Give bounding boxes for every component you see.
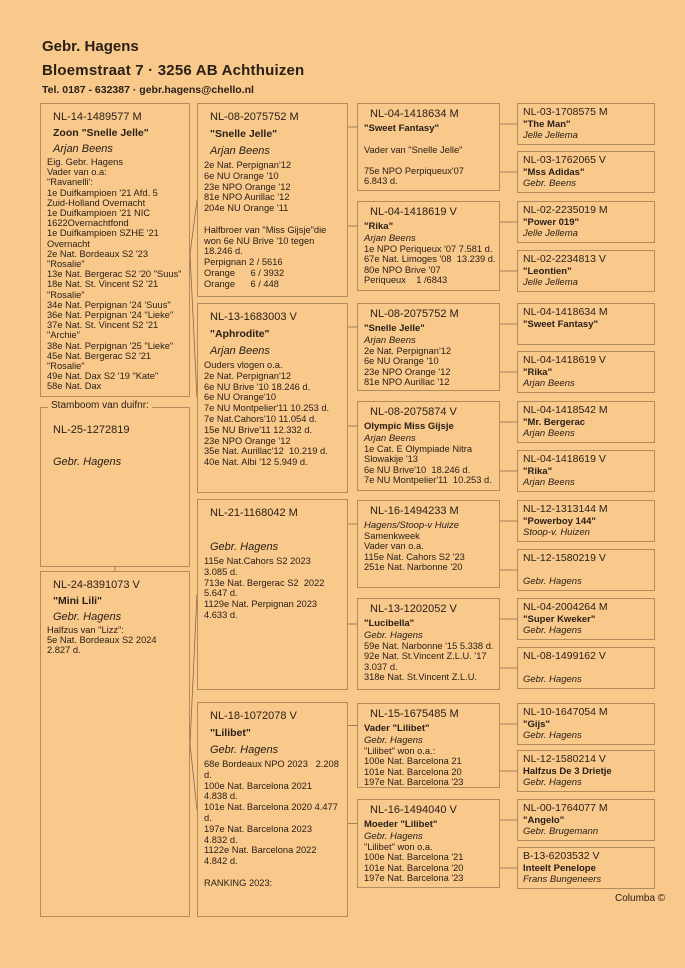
result-line: 318e Nat. St.Vincent Z.L.U. (364, 671, 478, 682)
ring-number: NL-04-1418634 M (370, 108, 459, 120)
result-line: 58e Nat. Dax (47, 381, 102, 392)
owner-name: Arjan Beens (523, 428, 575, 439)
pigeon-card (197, 499, 348, 690)
result-line: "Ravanelli': (47, 177, 93, 188)
pigeon-card (517, 703, 655, 745)
pigeon-name: "Lilibet" (210, 727, 251, 739)
result-line: 101e Nat. Barcelona 20 (364, 766, 462, 777)
owner-name: Gebr. Hagens (523, 576, 582, 587)
result-line: 68e Bordeaux NPO 2023 2.208 (204, 759, 339, 769)
ring-number: NL-13-1202052 V (370, 603, 457, 615)
result-line: Vader van "Snelle Jelle" (364, 145, 463, 156)
pigeon-card (517, 450, 655, 492)
pigeon-name: Inteelt Penelope (523, 863, 596, 874)
pigeon-card (517, 549, 655, 591)
result-line: 81e NPO Aurillac '12 (204, 192, 290, 203)
result-line: 80e NPO Brive '07 (364, 264, 441, 275)
result-line: 49e Nat. Dax S2 '19 "Kate" (47, 371, 159, 382)
pigeon-name: "Lucibella" (364, 618, 415, 629)
pigeon-name: "Aphrodite" (210, 328, 270, 340)
ring-number: NL-12-1580219 V (523, 552, 606, 564)
ring-number: B-13-6203532 V (523, 850, 600, 862)
pigeon-name: "Leontien" (523, 266, 572, 277)
result-line: 13e Nat. Bergerac S2 '20 "Suus" (47, 269, 182, 280)
subject-legend: Stamboom van duifnr: (48, 400, 152, 411)
owner-name: Hagens/Stoop-v Huize (364, 520, 460, 531)
pigeon-card (517, 201, 655, 243)
ring-number: NL-18-1072078 V (210, 710, 297, 722)
result-line: 2e Nat. Bordeaux S2 '23 (47, 248, 149, 259)
owner-name: Arjan Beens (53, 143, 113, 155)
result-line: 2e Nat. Perpignan'12 (364, 346, 452, 356)
ring-number: NL-04-1418634 M (523, 306, 608, 318)
pigeon-name: "Sweet Fantasy" (364, 123, 440, 134)
owner-name: Gebr. Hagens (364, 630, 423, 641)
result-line: 18.246 d. (204, 246, 243, 257)
result-line: 15e NU Brive'11 12.332 d. (204, 424, 313, 435)
pigeon-card (517, 401, 655, 443)
result-line: 4.633 d. (204, 609, 238, 620)
result-line: 3.037 d. (364, 661, 398, 672)
result-line: Periqueux 1 /6843 (364, 274, 448, 285)
ring-number: NL-16-1494233 M (370, 505, 459, 517)
pigeon-card (197, 702, 348, 917)
result-line: 75e NPO Perpiqueux'07 (364, 165, 464, 176)
result-line: 6.843 d. (364, 176, 398, 187)
owner-name: Jelle Jellema (523, 130, 578, 141)
connector-line (190, 254, 197, 398)
result-line: Orange 6 / 3932 (204, 267, 285, 278)
pigeon-name: "Angelo" (523, 815, 565, 826)
ring-number: NL-08-2075874 V (370, 406, 457, 418)
result-line: 23e NPO Orange '12 (364, 366, 451, 377)
pigeon-name (523, 663, 649, 674)
pigeon-card (40, 103, 190, 397)
result-line (364, 135, 493, 145)
owner-name: Arjan Beens (523, 477, 575, 488)
result-line: 92e Nat. St.Vincent Z.L.U. '17 (364, 651, 487, 662)
pigeon-card (517, 103, 655, 145)
result-line: 100e Nat. Barcelona 21 (364, 756, 462, 767)
result-line: 115e Nat. Cahors S2 '23 (364, 551, 465, 562)
result-line: Ouders vlogen o.a. (204, 360, 283, 370)
result-line: Samenkweek (364, 531, 420, 541)
pigeon-card (357, 703, 500, 788)
pigeon-card (517, 151, 655, 193)
pigeon-name: "Snelle Jelle" (364, 323, 425, 334)
ring-number: NL-16-1494040 V (370, 804, 457, 816)
result-line: 100e Nat. Barcelona '21 (364, 852, 464, 863)
result-line: "Rosalie" (47, 289, 85, 300)
owner-name: Gebr. Hagens (523, 777, 582, 788)
result-line: 6e NU Orange '10 (364, 356, 439, 367)
result-line: 40e Nat. Albi '12 5.949 d. (204, 457, 308, 468)
owner-name: Gebr. Hagens (523, 730, 582, 741)
result-line: "Lilibet" won o.a. (364, 842, 433, 852)
result-line: 5.647 d. (204, 588, 238, 599)
ring-number: NL-15-1675485 M (370, 708, 459, 720)
result-line: 3.085 d. (204, 566, 238, 577)
result-line: Zuid-Holland Overnacht (47, 197, 146, 208)
pigeon-card (517, 847, 655, 889)
result-line: 45e Nat. Bergerac S2 '21 (47, 350, 152, 361)
subject-owner: Gebr. Hagens (53, 456, 122, 468)
ring-number: NL-03-1708575 M (523, 106, 608, 118)
ring-number: NL-04-2004264 M (523, 601, 608, 613)
pigeon-card (517, 303, 655, 345)
result-line: 251e Nat. Narbonne '20 (364, 561, 463, 572)
result-line: 23e NPO Orange '12 (204, 181, 291, 192)
ring-number: NL-12-1580214 V (523, 753, 606, 765)
result-line: 1e Duifkampioen SZHE '21 (47, 228, 159, 239)
result-line: Eig. Gebr. Hagens (47, 157, 123, 167)
result-line: Overnacht (47, 238, 90, 249)
owner-name: Gebr. Hagens (364, 735, 423, 746)
result-line: 4.832 d. (204, 834, 238, 845)
ring-number: NL-03-1762065 V (523, 154, 606, 166)
pigeon-card (197, 103, 348, 297)
owner-name: Jelle Jellema (523, 277, 578, 288)
ring-number: NL-04-1418619 V (370, 206, 457, 218)
result-line: "Archie" (47, 330, 80, 341)
pigeon-card (357, 303, 500, 391)
result-line: 1e Cat. E Olympiade Nitra (364, 444, 472, 454)
owner-name: Arjan Beens (210, 145, 270, 157)
result-line: 81e NPO Aurillac '12 (364, 376, 450, 387)
result-line: 1122e Nat. Barcelona 2022 (204, 845, 317, 856)
result-line: 5e Nat. Bordeaux S2 2024 (47, 635, 157, 646)
result-line: 1e NPO Periqueux '07 7.581 d. (364, 244, 493, 254)
pigeon-name: Moeder "Lilibet" (364, 819, 438, 830)
result-line: won 6e NU Brive '10 tegen (204, 235, 315, 246)
pigeon-card (517, 647, 655, 689)
pigeon-card (517, 250, 655, 292)
pigeon-card (357, 500, 500, 588)
connector-line (190, 744, 197, 810)
result-line: 101e Nat. Barcelona '20 (364, 862, 464, 873)
result-line: 4.838 d. (204, 791, 238, 802)
pigeon-name: "Rika" (523, 367, 553, 378)
pigeon-card (197, 303, 348, 493)
result-line: 197e Nat. Barcelona '23 (364, 872, 464, 883)
result-line: 7e NU Montpelier'11 10.253 d. (364, 474, 492, 485)
result-line: 67e Nat. Limoges '08 13.239 d. (364, 254, 496, 265)
pigeon-card (40, 571, 190, 917)
owner-name: Gebr. Hagens (523, 625, 582, 636)
owner-name: Gebr. Hagens (210, 744, 279, 756)
ring-number: NL-04-1418619 V (523, 354, 606, 366)
ring-number: NL-04-1418542 M (523, 404, 608, 416)
ring-number: NL-08-2075752 M (370, 308, 459, 320)
owner-name: Gebr. Brugemann (523, 826, 599, 837)
result-line: 35e Nat. Aurillac'12 10.219 d. (204, 446, 328, 457)
ring-number: NL-21-1168042 M (210, 507, 298, 519)
result-line: 197e Nat. Barcelona 2023 (204, 823, 313, 834)
pigeon-name: "Power 019" (523, 217, 580, 228)
ring-number: NL-08-2075752 M (210, 111, 299, 123)
result-line: 1622Overnachtfond (47, 218, 129, 229)
owner-name: Jelle Jellema (523, 228, 578, 239)
pigeon-card (357, 103, 500, 191)
subject-pigeon-card (40, 407, 190, 567)
ring-number: NL-08-1499162 V (523, 650, 606, 662)
result-line (364, 156, 493, 166)
result-line: 6e NU Brive '10 18.246 d. (204, 381, 311, 392)
pigeon-name: "The Man" (523, 119, 571, 130)
subject-name (53, 440, 183, 452)
pigeon-card (357, 799, 500, 888)
ring-number: NL-12-1313144 M (523, 503, 608, 515)
result-line: 34e Nat. Perpignan '24 'Suus" (47, 299, 171, 310)
owner-name: Gebr. Hagens (523, 674, 582, 685)
result-line: d. (204, 812, 212, 823)
result-line: 197e Nat. Barcelona '23 (364, 776, 464, 787)
owner-name: Arjan Beens (523, 378, 575, 389)
pigeon-card (357, 201, 500, 291)
pigeon-name: Halfzus De 3 Drietje (523, 766, 612, 777)
owner-name: Gebr. Hagens (210, 541, 279, 553)
pigeon-card (357, 401, 500, 491)
result-line: 1129e Nat. Perpignan 2023 (204, 599, 318, 610)
pigeon-name: Zoon "Snelle Jelle" (53, 127, 149, 139)
result-line: Orange 6 / 448 (204, 278, 279, 289)
pigeon-name: "Rika" (364, 221, 394, 232)
result-line: Slowakije '13 (364, 454, 418, 465)
ring-number: NL-13-1683003 V (210, 311, 297, 323)
result-line: 6e NU Brive'10 18.246 d. (364, 464, 471, 475)
result-line: 1e Duifkampioen '21 NIC (47, 208, 151, 219)
pigeon-name: "Mr. Bergerac (523, 417, 586, 428)
pigeon-name: "Snelle Jelle" (210, 128, 278, 140)
owner-name: Frans Bungeneers (523, 874, 602, 885)
result-line: 2e Nat. Perpignan'12 (204, 160, 292, 170)
pigeon-name: "Sweet Fantasy" (523, 319, 599, 330)
pigeon-card (357, 598, 500, 690)
pigeon-name: "Mini Lili" (53, 595, 103, 607)
ring-number: NL-14-1489577 M (53, 111, 142, 123)
result-line: "Lilibet" won o.a.: (364, 746, 436, 756)
pigeon-name (210, 524, 341, 536)
breeder-contact: Tel. 0187 - 632387 · gebr.hagens@chello.nl (42, 84, 254, 96)
result-line (204, 214, 341, 225)
ring-number: NL-10-1647054 M (523, 706, 608, 718)
footer-credit: Columba © (615, 893, 666, 904)
connector-line (190, 594, 197, 744)
subject-ring-number: NL-25-1272819 (53, 424, 130, 436)
ring-number: NL-00-1764077 M (523, 802, 608, 814)
result-line: 7e NU Montpelier'11 10.253 d. (204, 403, 330, 414)
result-line: 1e Duifkampioen '21 Afd. 5 (47, 187, 158, 198)
result-line: 59e Nat. Narbonne '15 5.338 d. (364, 641, 494, 651)
pigeon-card (517, 500, 655, 542)
owner-name: Arjan Beens (364, 335, 416, 346)
result-line: 18e Nat. St. Vincent S2 '21 (47, 279, 159, 290)
owner-name: Arjan Beens (364, 233, 416, 244)
owner-name: Arjan Beens (210, 345, 270, 357)
result-line: Halfbroer van "Miss Gijsje"die (204, 224, 327, 235)
result-line: 204e NU Orange '11 (204, 203, 289, 214)
result-line: Perpignan 2 / 5616 (204, 257, 283, 268)
result-line: Halfzus van "Lizz": (47, 625, 124, 635)
pigeon-name: "Super Kweker" (523, 614, 596, 625)
owner-name: Arjan Beens (364, 433, 416, 444)
result-line: "Rosalie" (47, 361, 85, 372)
connector-line (190, 200, 197, 254)
result-line: "Rosalie" (47, 259, 85, 270)
pigeon-card (517, 351, 655, 393)
owner-name: Gebr. Hagens (53, 611, 122, 623)
pigeon-name (523, 565, 649, 576)
result-line: 713e Nat. Bergerac S2 2022 (204, 577, 325, 588)
pigeon-name: Vader "Lilibet" (364, 723, 430, 734)
result-line: 6e NU Orange'10 (204, 392, 277, 403)
pigeon-card (517, 799, 655, 841)
result-line: d. (204, 769, 212, 780)
result-line: 4.842 d. (204, 856, 238, 867)
owner-name: Gebr. Hagens (364, 831, 423, 842)
owner-name: Gebr. Beens (523, 178, 576, 189)
result-line (204, 867, 341, 878)
pigeon-name: "Rika" (523, 466, 553, 477)
pigeon-name: "Powerboy 144" (523, 516, 596, 527)
owner-name: Stoop-v. Huizen (523, 527, 590, 538)
result-line: 7e Nat.Cahors'10 11.054 d. (204, 413, 317, 424)
result-line: 2e Nat. Perpignan'12 (204, 370, 292, 381)
result-line: Vader van o.a. (364, 541, 424, 552)
breeder-address: Bloemstraat 7 · 3256 AB Achthuizen (42, 62, 305, 79)
breeder-name: Gebr. Hagens (42, 38, 139, 55)
result-line: 23e NPO Orange '12 (204, 435, 291, 446)
ring-number: NL-02-2235019 M (523, 204, 608, 216)
result-line: RANKING 2023: (204, 877, 273, 888)
result-line: 115e Nat.Cahors S2 2023 (204, 556, 311, 566)
result-line: Vader van o.a: (47, 167, 107, 178)
pigeon-name: "Gijs" (523, 719, 550, 730)
result-line: 6e NU Orange '10 (204, 170, 279, 181)
pigeon-card (517, 598, 655, 640)
ring-number: NL-02-2234813 V (523, 253, 606, 265)
pigeon-name: Olympic Miss Gijsje (364, 421, 454, 432)
result-line: 101e Nat. Barcelona 2020 4.477 (204, 802, 338, 813)
pigeon-name: "Mss Adidas" (523, 167, 585, 178)
result-line: 100e Nat. Barcelona 2021 (204, 780, 313, 791)
result-line: 2.827 d. (47, 645, 81, 656)
pigeon-card (517, 750, 655, 792)
result-line: 37e Nat. St. Vincent S2 '21 (47, 320, 159, 331)
result-line: 36e Nat. Perpignan '24 "Lieke" (47, 310, 174, 321)
ring-number: NL-24-8391073 V (53, 579, 140, 591)
ring-number: NL-04-1418619 V (523, 453, 606, 465)
result-line: 38e Nat. Perpignan '25 "Lieke" (47, 340, 174, 351)
